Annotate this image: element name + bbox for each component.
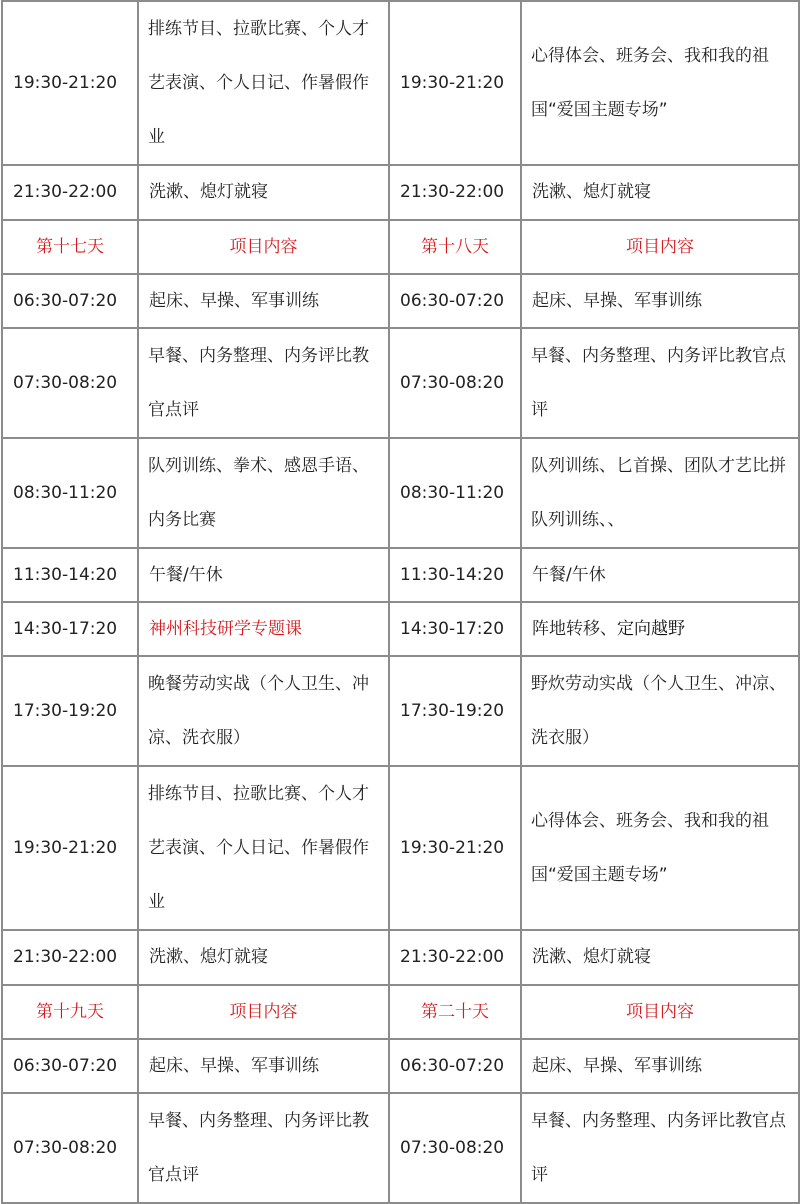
time-cell: 11:30-14:20 [2, 548, 138, 602]
column-header: 项目内容 [521, 985, 799, 1039]
time-cell: 21:30-22:00 [2, 165, 138, 220]
schedule-row [2, 548, 799, 602]
activity-cell: 排练节目、拉歌比赛、个人才艺表演、个人日记、作暑假作业 [138, 1, 389, 165]
schedule-row [2, 1, 799, 165]
schedule-row [2, 1093, 799, 1203]
activity-cell-highlight: 神州科技研学专题课 [138, 602, 389, 656]
schedule-row [2, 930, 799, 985]
column-header: 项目内容 [138, 985, 389, 1039]
time-cell: 06:30-07:20 [389, 1039, 521, 1093]
time-cell: 14:30-17:20 [2, 602, 138, 656]
activity-cell: 洗漱、熄灯就寝 [138, 930, 389, 985]
activity-cell: 晚餐劳动实战（个人卫生、冲凉、洗衣服） [138, 656, 389, 766]
schedule-row [2, 165, 799, 220]
time-cell: 17:30-19:20 [2, 656, 138, 766]
activity-cell: 起床、早操、军事训练 [521, 1039, 799, 1093]
day-label: 第二十天 [389, 985, 521, 1039]
day-label: 第十七天 [2, 220, 138, 274]
schedule-row [2, 438, 799, 548]
time-cell: 06:30-07:20 [389, 274, 521, 328]
schedule-row [2, 656, 799, 766]
day-label: 第十八天 [389, 220, 521, 274]
activity-cell: 早餐、内务整理、内务评比教官点评 [138, 328, 389, 438]
time-cell: 21:30-22:00 [2, 930, 138, 985]
time-cell: 21:30-22:00 [389, 165, 521, 220]
schedule-row [2, 1039, 799, 1093]
activity-text: 阵地转移、 [532, 618, 617, 639]
activity-cell: 午餐/午休 [521, 548, 799, 602]
activity-cell: 午餐/午休 [138, 548, 389, 602]
time-cell: 14:30-17:20 [389, 602, 521, 656]
time-cell: 07:30-08:20 [389, 1093, 521, 1203]
time-cell: 17:30-19:20 [389, 656, 521, 766]
time-cell: 07:30-08:20 [2, 328, 138, 438]
activity-cell: 洗漱、熄灯就寝 [521, 930, 799, 985]
activity-cell: 早餐、内务整理、内务评比教官点评 [521, 328, 799, 438]
time-cell: 07:30-08:20 [389, 328, 521, 438]
activity-cell: 起床、早操、军事训练 [138, 274, 389, 328]
column-header: 项目内容 [138, 220, 389, 274]
activity-cell: 早餐、内务整理、内务评比教官点评 [521, 1093, 799, 1203]
time-cell: 07:30-08:20 [2, 1093, 138, 1203]
day-label: 第十九天 [2, 985, 138, 1039]
activity-cell [521, 602, 799, 656]
schedule-row [2, 274, 799, 328]
activity-cell: 洗漱、熄灯就寝 [138, 165, 389, 220]
schedule-row [2, 328, 799, 438]
time-cell: 19:30-21:20 [2, 1, 138, 165]
activity-cell: 心得体会、班务会、我和我的祖国“爱国主题专场” [521, 766, 799, 930]
activity-cell: 心得体会、班务会、我和我的祖国“爱国主题专场” [521, 1, 799, 165]
activity-cell: 洗漱、熄灯就寝 [521, 165, 799, 220]
day-header-row [2, 220, 799, 274]
time-cell: 08:30-11:20 [389, 438, 521, 548]
activity-text-emphasis: 定向越野 [617, 618, 685, 639]
time-cell: 11:30-14:20 [389, 548, 521, 602]
activity-cell: 早餐、内务整理、内务评比教官点评 [138, 1093, 389, 1203]
activity-cell: 起床、早操、军事训练 [138, 1039, 389, 1093]
column-header: 项目内容 [521, 220, 799, 274]
activity-cell: 队列训练、匕首操、团队才艺比拼队列训练、、 [521, 438, 799, 548]
activity-cell: 排练节目、拉歌比赛、个人才艺表演、个人日记、作暑假作业 [138, 766, 389, 930]
day-header-row [2, 985, 799, 1039]
time-cell: 19:30-21:20 [389, 1, 521, 165]
schedule-row [2, 602, 799, 656]
time-cell: 06:30-07:20 [2, 274, 138, 328]
time-cell: 19:30-21:20 [2, 766, 138, 930]
time-cell: 19:30-21:20 [389, 766, 521, 930]
activity-cell: 队列训练、拳术、感恩手语、内务比赛 [138, 438, 389, 548]
schedule-row [2, 766, 799, 930]
activity-cell: 野炊劳动实战（个人卫生、冲凉、洗衣服） [521, 656, 799, 766]
time-cell: 06:30-07:20 [2, 1039, 138, 1093]
time-cell: 21:30-22:00 [389, 930, 521, 985]
time-cell: 08:30-11:20 [2, 438, 138, 548]
activity-cell: 起床、早操、军事训练 [521, 274, 799, 328]
schedule-table [1, 0, 800, 1204]
